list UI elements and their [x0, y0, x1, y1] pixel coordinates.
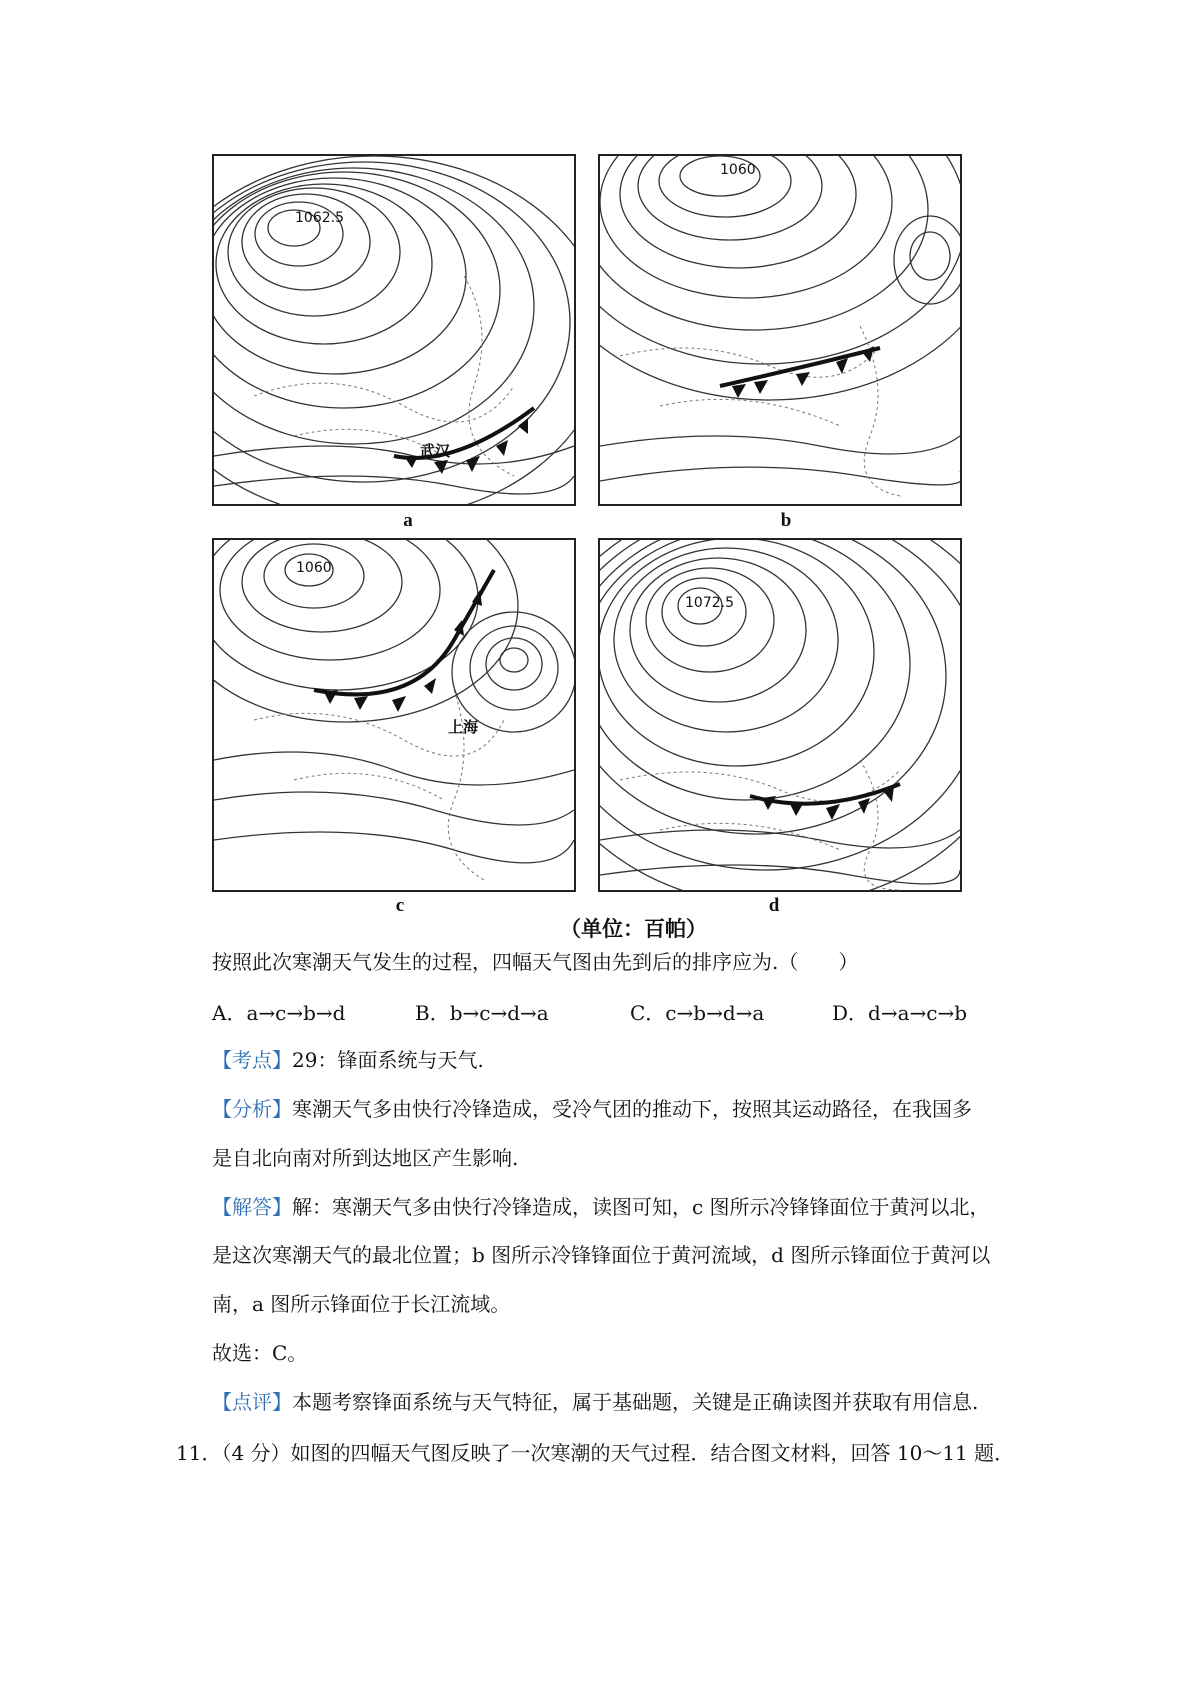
jieda-text-1: 解：寒潮天气多由快行冷锋造成，读图可知，c 图所示冷锋锋面位于黄河以北， — [292, 1195, 990, 1219]
fenxi-tag: 【分析】 — [212, 1097, 292, 1121]
next-question: 11．（4 分）如图的四幅天气图反映了一次寒潮的天气过程．结合图文材料，回答 10～11 题． — [176, 1441, 1015, 1465]
dianping-tag: 【点评】 — [212, 1390, 292, 1414]
isobar-drawing-c — [214, 540, 574, 890]
high-pressure-value-a: 1062.5 — [295, 210, 344, 226]
map-label-a: a — [403, 510, 413, 531]
high-pressure-value-c: 1060 — [296, 560, 332, 576]
weather-map-a — [212, 154, 576, 506]
map-label-c: c — [395, 895, 405, 916]
option-c: C．c→b→d→a — [630, 1001, 765, 1025]
weather-map-b — [598, 154, 962, 506]
answer-options — [212, 997, 1032, 1027]
dianping-line — [212, 1388, 978, 1416]
isobar-drawing-d — [600, 540, 960, 890]
fenxi-line-2: 是自北向南对所到达地区产生影响. — [212, 1146, 519, 1170]
city-label-a: 武汉 — [420, 442, 451, 460]
unit-note: （单位：百帕） — [560, 917, 707, 941]
dianping-text: 本题考察锋面系统与天气特征，属于基础题，关键是正确读图并获取有用信息. — [292, 1390, 979, 1414]
option-d: D．d→a→c→b — [832, 1001, 968, 1025]
option-a: A．a→c→b→d — [212, 1001, 346, 1025]
jieda-tag: 【解答】 — [212, 1195, 292, 1219]
map-label-b: b — [780, 510, 792, 531]
kaodian-tag: 【考点】 — [212, 1048, 292, 1072]
option-b: B．b→c→d→a — [415, 1001, 549, 1025]
isobar-drawing-b — [600, 156, 960, 504]
jieda-line-1 — [212, 1193, 990, 1221]
map-label-d: d — [768, 895, 780, 916]
answer-line: 故选：C。 — [212, 1341, 308, 1365]
jieda-line-2: 是这次寒潮天气的最北位置；b 图所示冷锋锋面位于黄河流域，d 图所示锋面位于黄河以 — [212, 1243, 991, 1267]
weather-map-d — [598, 538, 962, 892]
weather-map-c — [212, 538, 576, 892]
high-pressure-value-d: 1072.5 — [685, 595, 734, 611]
isobar-drawing-a — [214, 156, 574, 504]
kaodian-text: 29：锋面系统与天气. — [292, 1048, 484, 1072]
fenxi-text-1: 寒潮天气多由快行冷锋造成，受冷气团的推动下，按照其运动路径，在我国多 — [292, 1097, 972, 1121]
city-label-c: 上海 — [448, 718, 479, 736]
high-pressure-value-b: 1060 — [720, 162, 756, 178]
kaodian-line — [212, 1046, 484, 1074]
question-text: 按照此次寒潮天气发生的过程，四幅天气图由先到后的排序应为.（ ） — [212, 950, 859, 974]
jieda-line-3: 南，a 图所示锋面位于长江流域。 — [212, 1292, 511, 1316]
fenxi-line-1 — [212, 1095, 972, 1123]
